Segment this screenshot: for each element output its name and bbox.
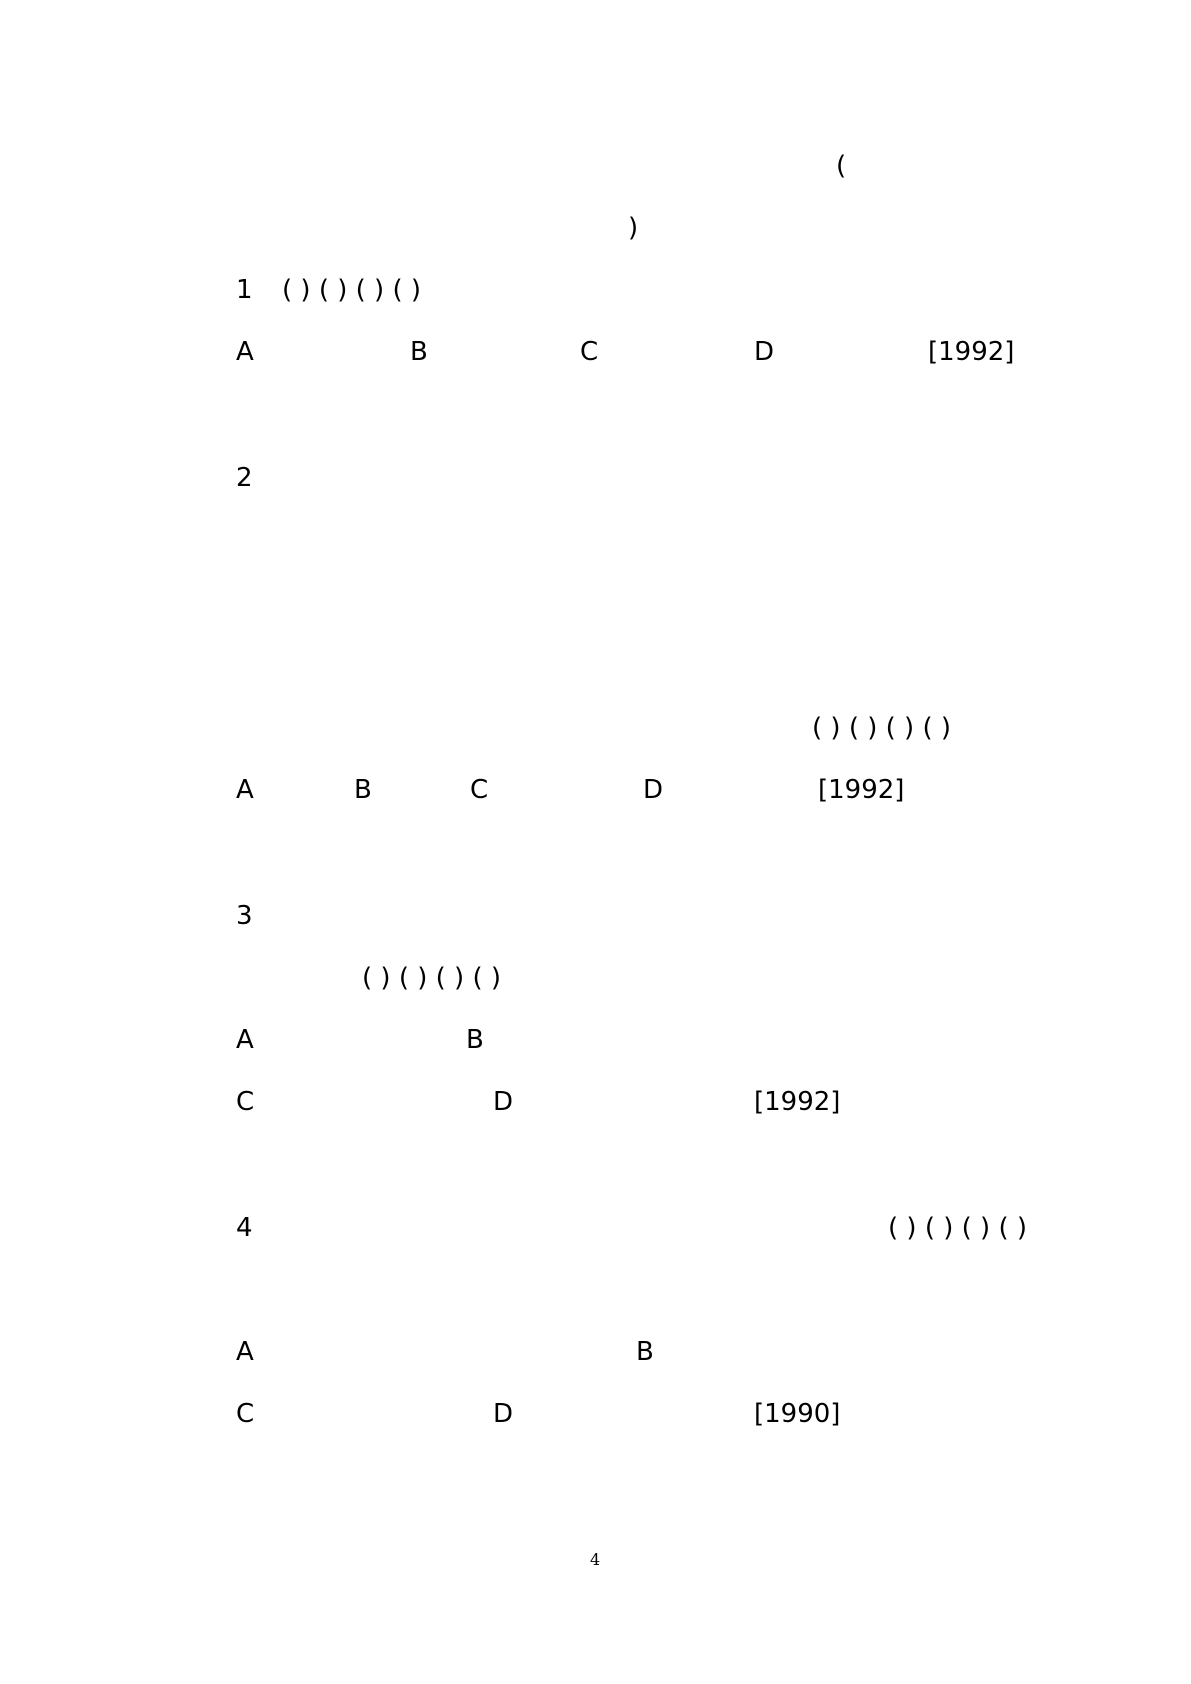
question-2-option-d: D (643, 775, 664, 805)
header-open-paren: ( (836, 151, 847, 181)
question-3-option-b: B (466, 1025, 484, 1055)
question-4-blanks: ( ) ( ) ( ) ( ) (888, 1213, 1028, 1243)
question-3-blanks: ( ) ( ) ( ) ( ) (362, 963, 502, 993)
question-3-option-d: D (493, 1087, 514, 1117)
question-4-option-d: D (493, 1399, 514, 1429)
question-4-option-b: B (636, 1337, 654, 1367)
question-3-year: [1992] (754, 1087, 841, 1117)
header-close-paren: ) (628, 213, 639, 243)
question-1-option-c: C (580, 337, 599, 367)
question-3-number: 3 (236, 901, 253, 931)
question-1-number: 1 (236, 275, 253, 305)
question-2-year: [1992] (818, 775, 905, 805)
page-number: 4 (590, 1550, 601, 1569)
question-4-option-c: C (236, 1399, 255, 1429)
question-2-option-c: C (470, 775, 489, 805)
question-4-number: 4 (236, 1213, 253, 1243)
question-2-number: 2 (236, 463, 253, 493)
question-4-option-a: A (236, 1337, 254, 1367)
question-1-year: [1992] (928, 337, 1015, 367)
question-1-option-b: B (410, 337, 428, 367)
question-3-option-a: A (236, 1025, 254, 1055)
question-1-blanks: ( ) ( ) ( ) ( ) (282, 275, 422, 305)
question-4-year: [1990] (754, 1399, 841, 1429)
question-1-option-a: A (236, 337, 254, 367)
question-2-option-a: A (236, 775, 254, 805)
question-1-option-d: D (754, 337, 775, 367)
question-2-blanks: ( ) ( ) ( ) ( ) (812, 713, 952, 743)
question-3-option-c: C (236, 1087, 255, 1117)
question-2-option-b: B (354, 775, 372, 805)
